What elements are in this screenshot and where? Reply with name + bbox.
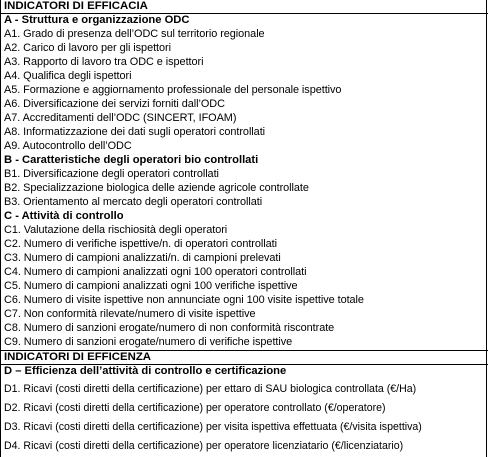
group-b-heading: B - Caratteristiche degli operatori bio controllati [4, 154, 259, 166]
indicator-a1: A1. Grado di presenza dell’ODC sul territorio regionale [4, 28, 265, 40]
group-a-heading: A - Struttura e organizzazione ODC [4, 14, 190, 26]
indicator-a6: A6. Diversificazione dei servizi forniti dall’ODC [4, 98, 225, 110]
indicator-c3: C3. Numero di campioni analizzati/n. di campioni prelevati [4, 252, 281, 264]
indicator-d3: D3. Ricavi (costi diretti della certificazione) per visita ispettiva effettuata (€/visita ispettiva) [4, 421, 422, 433]
indicator-c4: C4. Numero di campioni analizzati ogni 100 operatori controllati [4, 266, 307, 278]
indicator-c5: C5. Numero di campioni analizzati ogni 100 verifiche ispettive [4, 280, 298, 292]
indicator-c2: C2. Numero di verifiche ispettive/n. di operatori controllati [4, 238, 277, 250]
indicator-c8: C8. Numero di sanzioni erogate/numero di non conformità riscontrate [4, 322, 335, 334]
indicator-c1: C1. Valutazione della rischiosità degli operatori [4, 224, 228, 236]
indicator-a8: A8. Informatizzazione dei dati sugli operatori controllati [4, 126, 266, 138]
indicator-c6: C6. Numero di visite ispettive non annunciate ogni 100 visite ispettive totale [4, 294, 364, 306]
efficacia-title: INDICATORI DI EFFICACIA [1, 0, 488, 14]
indicator-b3: B3. Orientamento al mercato degli operatori controllati [4, 196, 263, 208]
indicator-b1: B1. Diversificazione degli operatori controllati [4, 168, 219, 180]
indicator-d4: D4. Ricavi (costi diretti della certificazione) per operatore licenziatario (€/licenziatario) [4, 440, 404, 452]
indicator-a3: A3. Rapporto di lavoro tra ODC e ispettori [4, 56, 204, 68]
indicator-a5: A5. Formazione e aggiornamento professionale del personale ispettivo [4, 84, 342, 96]
group-d-heading: D – Efficienza dell’attività di controllo e certificazione [4, 365, 287, 377]
indicator-c9: C9. Numero di sanzioni erogate/numero di verifiche ispettive [4, 336, 293, 348]
indicator-d1: D1. Ricavi (costi diretti della certificazione) per ettaro di SAU biologica controllata (€/Ha) [4, 383, 417, 395]
indicator-a9: A9. Autocontrollo dell’ODC [4, 140, 132, 152]
indicator-a4: A4. Qualifica degli ispettori [4, 70, 132, 82]
indicator-a2: A2. Carico di lavoro per gli ispettori [4, 42, 171, 54]
indicator-a7: A7. Accreditamenti dell’ODC (SINCERT, IFOAM) [4, 112, 237, 124]
group-c-heading: C - Attività di controllo [4, 210, 124, 222]
indicator-b2: B2. Specializzazione biologica delle aziende agricole controllate [4, 182, 309, 194]
efficienza-title: INDICATORI DI EFFICENZA [1, 351, 488, 365]
indicator-d2: D2. Ricavi (costi diretti della certificazione) per operatore controllato (€/operatore) [4, 402, 386, 414]
indicator-c7: C7. Non conformità rilevate/numero di visite ispettive [4, 308, 256, 320]
